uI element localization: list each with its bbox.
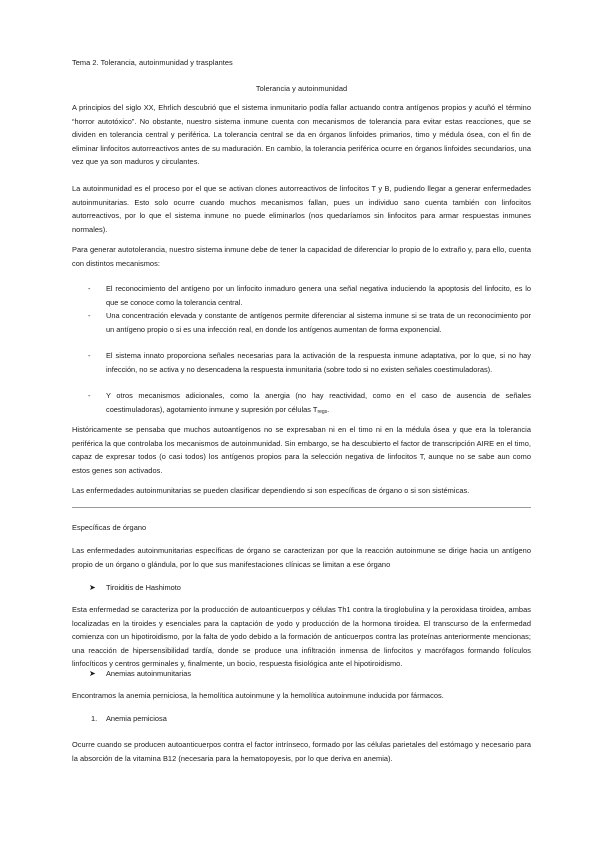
paragraph-anemia-perniciosa: Ocurre cuando se producen autoanticuerpos contra el factor intrínseco, formado por las células parietales del estómago y necesario para la absorción de la vitamina B12 (necesaria para la hematopoyesis, por lo que deriva en anemia). bbox=[72, 740, 531, 763]
bullet-otros-text: Y otros mecanismos adicionales, como la anergia (no hay reactividad, como en el caso de ausencia de señales coestimuladoras), agotamiento inmune y supresión por células T bbox=[106, 391, 531, 414]
arrow-bullet-icon: ➤ bbox=[89, 583, 96, 592]
heading-hashimoto: Tiroiditis de Hashimoto bbox=[106, 583, 181, 592]
arrow-bullet-icon: ➤ bbox=[89, 669, 96, 678]
heading-anemia-perniciosa: Anemia perniciosa bbox=[106, 714, 167, 723]
section-divider bbox=[72, 507, 531, 508]
list-number: 1. bbox=[91, 714, 98, 723]
tregs-subscript: regs bbox=[317, 408, 328, 415]
bullet-dash: - bbox=[88, 311, 91, 320]
bullet-otros-mecanismos bbox=[106, 389, 531, 419]
subsection-heading: Específicas de órgano bbox=[72, 523, 147, 532]
paragraph-anemias: Encontramos la anemia perniciosa, la hemolítica autoinmune y la hemolítica autoinmune inducida por fármacos. bbox=[72, 691, 444, 700]
bullet-concentracion-antigenos: Una concentración elevada y constante de antígenos permite diferenciar al sistema inmune si se trata de un reconocimiento por un antígeno propio o si es una infección real, en donde los antígenos aumentan de forma exponencial. bbox=[106, 311, 531, 334]
paragraph-clasificacion: Las enfermedades autoinmunitarias se pueden clasificar dependiendo si son específicas de órgano o si son sistémicas. bbox=[72, 486, 470, 495]
paragraph-hashimoto: Esta enfermedad se caracteriza por la producción de autoanticuerpos y células Th1 contra la tiroglobulina y la peroxidasa tiroidea, ambas localizadas en la tiroides y esenciales para la captación de yodo y producción de la hormona tiroidea. El transcurso de la enfermedad comienza con un hipotiroidismo, por la falta de yodo debido a la formación de anticuerpos contra las proteínas anteriormente mencionas; una reacción de hipersensibilidad tardía, donde se produce una infiltración inmensa de linfocitos y macrófagos formando folículos linfocíticos y centros germinales y, finalmente, un bocio, respuesta fisiológica ante el hipotiroidismo. bbox=[72, 605, 531, 669]
topic-heading: Tema 2. Tolerancia, autoinmunidad y trasplantes bbox=[72, 58, 233, 67]
section-title: Tolerancia y autoinmunidad bbox=[255, 84, 348, 93]
bullet-dash: - bbox=[88, 391, 91, 400]
bullet-tolerancia-central: El reconocimiento del antígeno por un linfocito inmaduro genera una señal negativa induciendo la apoptosis del linfocito, es lo que se conoce como la tolerancia central. bbox=[106, 284, 531, 307]
bullet-dash: - bbox=[88, 351, 91, 360]
bullet-otros-end: . bbox=[327, 404, 330, 414]
paragraph-ehrlich: A principios del siglo XX, Ehrlich descubrió que el sistema inmunitario podía fallar actuando contra antígenos propios y acuñó el término “horror autotóxico”. No obstante, nuestro sistema inmune cuenta con mecanismos de tolerancia para evitar estas reacciones, que se dividen en tolerancia central y periférica. La tolerancia central se da en órganos linfoides primarios, timo y médula ósea, con el fin de eliminar linfocitos autorreactivos antes de su maduración. En cambio, la tolerancia periférica ocurre en órganos linfoides secundarios, una vez que ya son maduros y circulantes. bbox=[72, 103, 531, 167]
bullet-dash: - bbox=[88, 284, 91, 293]
paragraph-especificas: Las enfermedades autoinmunitarias específicas de órgano se caracterizan por que la reacción autoinmune se dirige hacia un antígeno propio de un órgano o glándula, por lo que sus manifestaciones clínicas se limitan a ese órgano bbox=[72, 546, 531, 569]
paragraph-autoinmunidad: La autoinmunidad es el proceso por el que se activan clones autorreactivos de linfocitos T y B, pudiendo llegar a generar enfermedades autoinmunitarias. Esto solo ocurre cuando muchos mecanismos fallan, pues un individuo sano cuenta también con linfocitos autorreactivos, por lo que el sistema inmune no puede eliminarlos (nos quedaríamos sin linfocitos para armar respuestas inmunes normales). bbox=[72, 184, 531, 234]
bullet-sistema-innato: El sistema innato proporciona señales necesarias para la activación de la respuesta inmune adaptativa, por lo que, si no hay infección, no se activa y no desencadena la respuesta inmunitaria (sobre todo si no existen señales coestimuladoras). bbox=[106, 351, 531, 374]
paragraph-autotolerancia: Para generar autotolerancia, nuestro sistema inmune debe de tener la capacidad de diferenciar lo propio de lo extraño y, para ello, cuenta con distintos mecanismos: bbox=[72, 245, 531, 268]
heading-anemias: Anemias autoinmunitarias bbox=[106, 669, 192, 678]
paragraph-aire: Históricamente se pensaba que muchos autoantígenos no se expresaban ni en el timo ni en la médula ósea y que era la tolerancia periférica la que controlaba los mecanismos de autoinmunidad. Sin embargo, se ha descubierto el factor de transcripción AIRE en el timo, capaz de expresar todos (o casi todos) los antígenos propios para la selección negativa de linfocitos T, aunque no se sabe aun como estos genes son activados. bbox=[72, 425, 531, 475]
